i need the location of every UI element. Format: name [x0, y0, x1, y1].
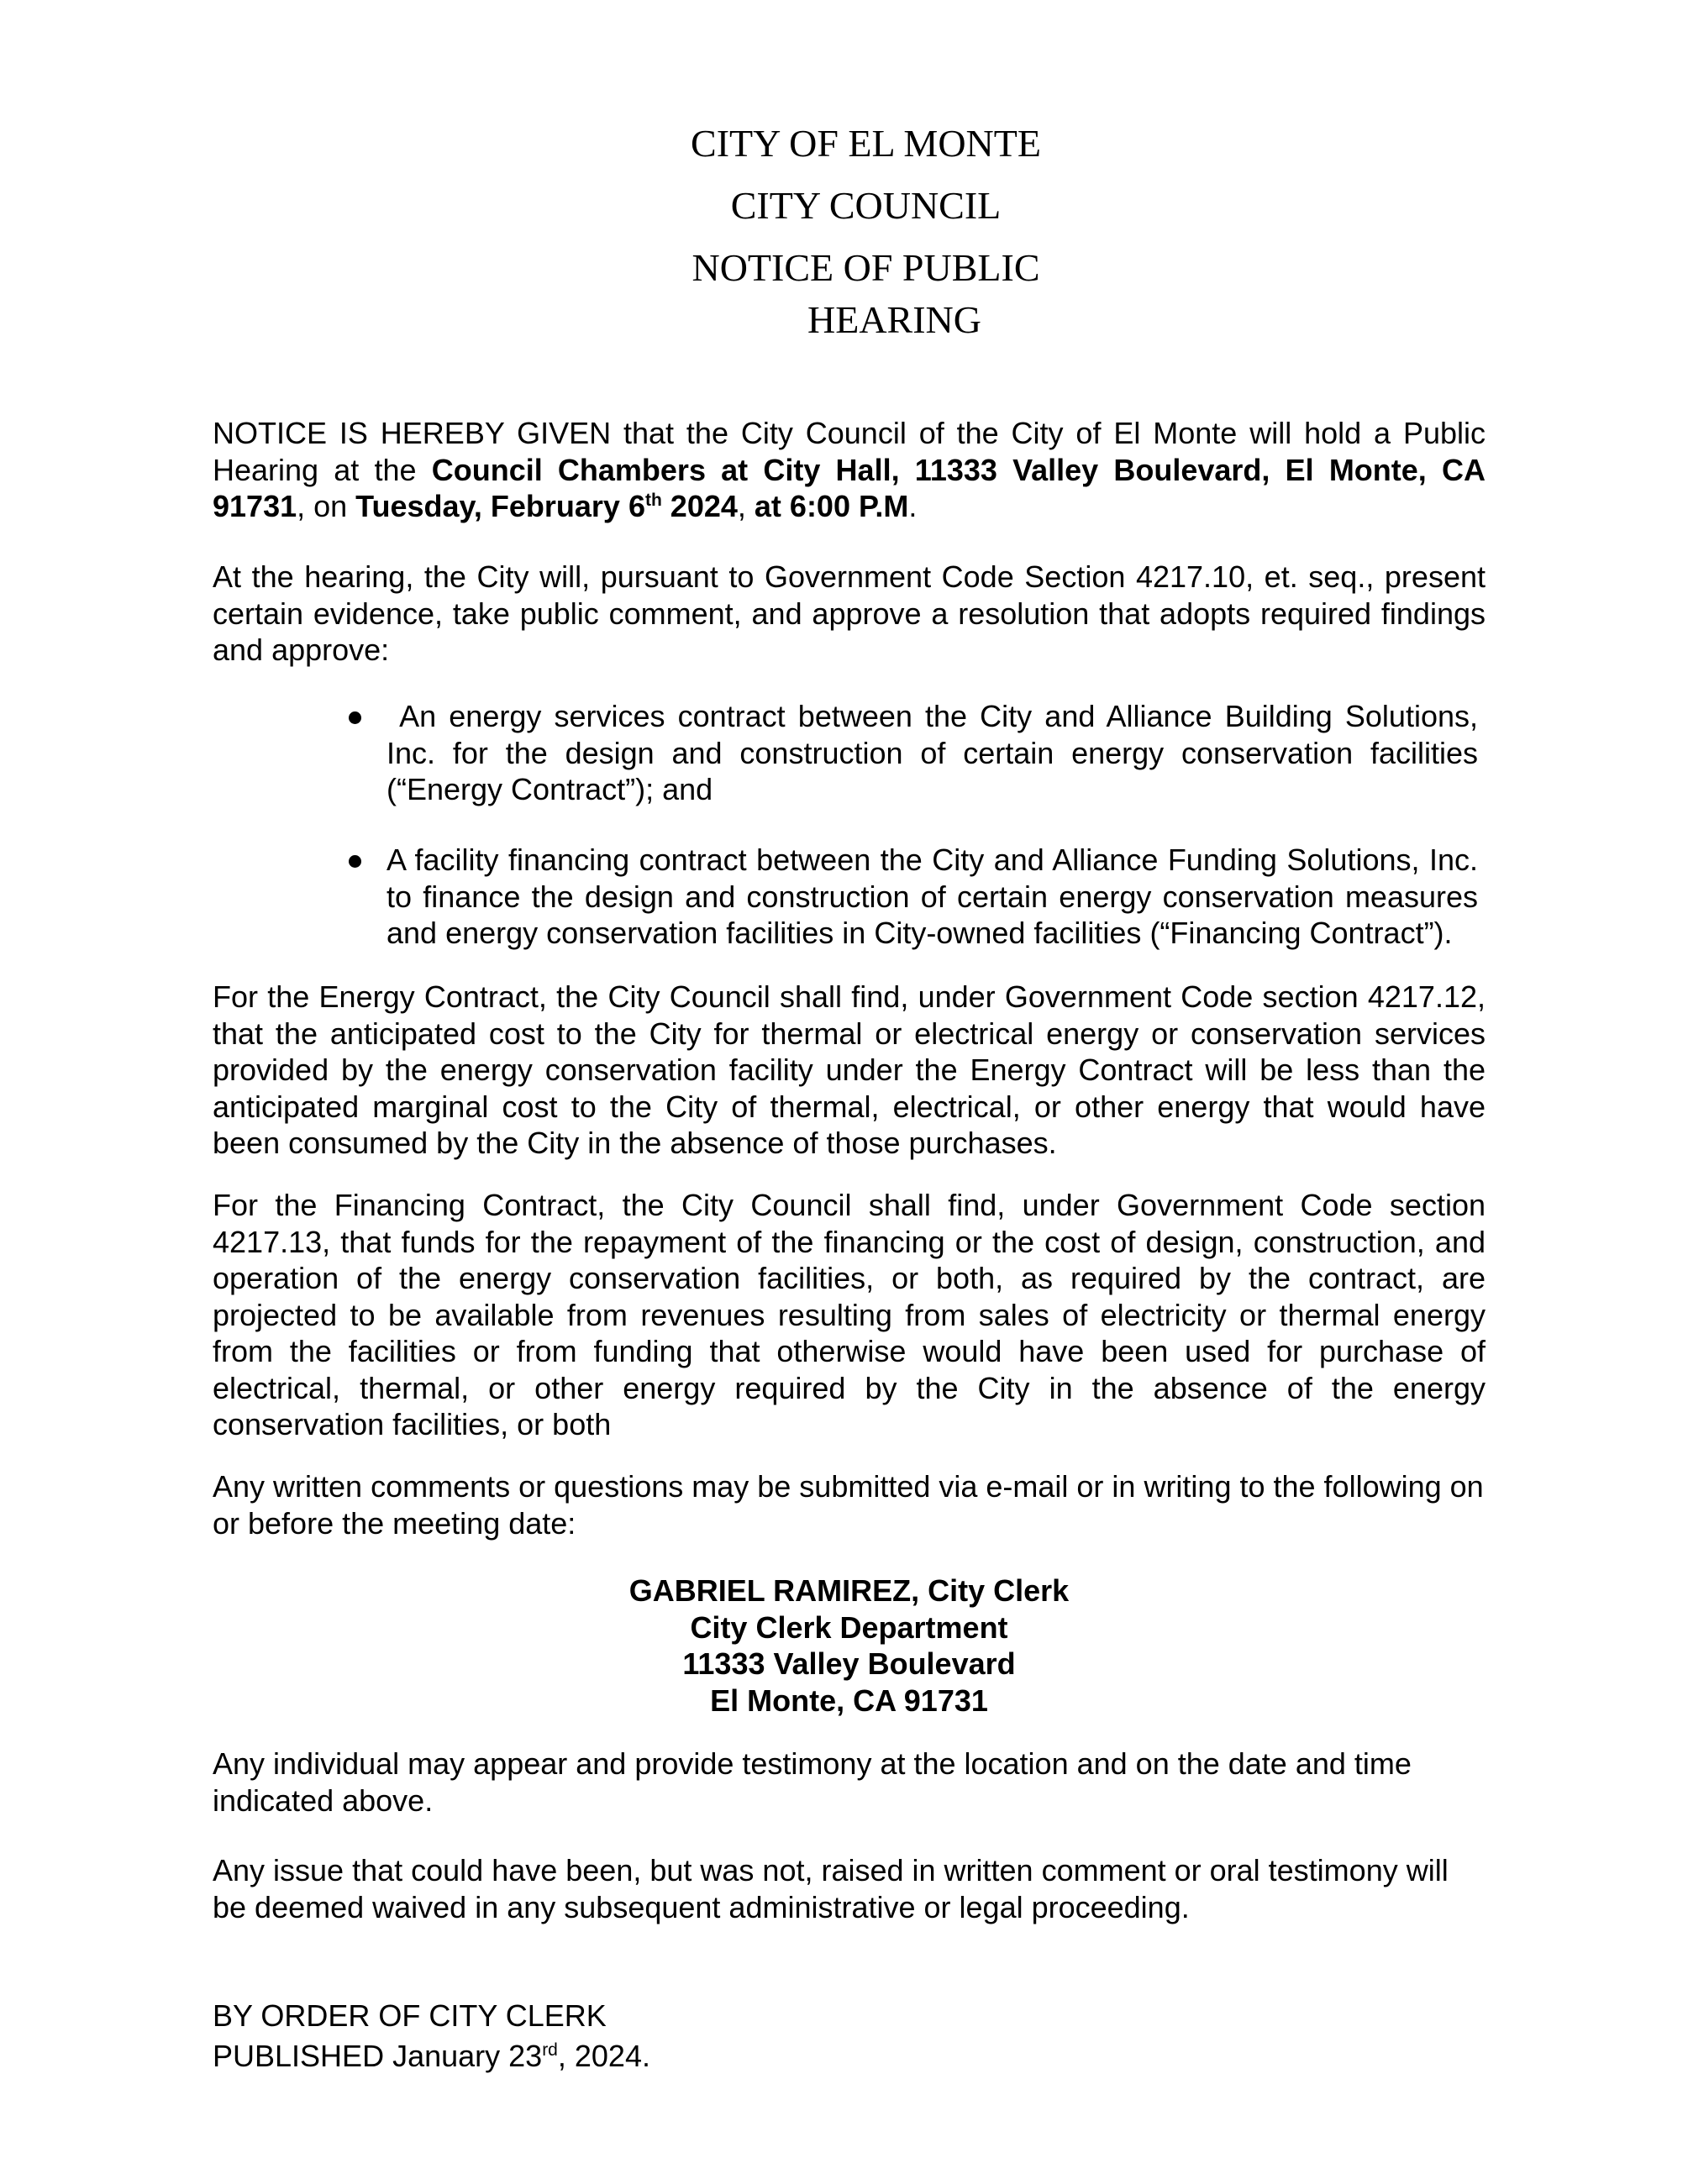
page-title-line-3: NOTICE OF PUBLIC: [692, 246, 1040, 289]
waiver-paragraph: Any issue that could have been, but was not, raised in written comment or oral testimony will be deemed waived in any subsequent administrative or legal proceeding.: [213, 1853, 1449, 1924]
hearing-purpose-paragraph: At the hearing, the City will, pursuant to Government Code Section 4217.10, et. seq., present certain evidence, take public comment, and approve a resolution that adopts required findings and approve:: [213, 559, 1486, 667]
financing-finding-paragraph: For the Financing Contract, the City Council shall find, under Government Code section 4217.13, that funds for the repayment of the financing or the cost of design, construction, and operation of the energy conservation facilities, or both, as required by the contract, are projected to be available from revenues resulting from sales of electricity or thermal energy from the facilities or from funding that otherwise would have been used for purchase of electrical, thermal, or other energy required by the City in the absence of the energy conservation facilities, or both: [213, 1188, 1486, 1441]
energy-finding-paragraph: For the Energy Contract, the City Council shall find, under Government Code section 4217.12, that the anticipated cost to the City for thermal or electrical energy or conservation services provided by the energy conservation facility under the Energy Contract will be less than the anticipated marginal cost to the City of thermal, electrical, or other energy that would have been consumed by the City in the absence of those purchases.: [213, 979, 1486, 1160]
bullet-item-energy-contract: [349, 698, 1478, 808]
bullet-icon: [349, 711, 361, 724]
page-title-line-2: CITY COUNCIL: [730, 184, 1002, 227]
testimony-paragraph: Any individual may appear and provide testimony at the location and on the date and time indicated above.: [213, 1746, 1412, 1818]
footer-by-order-line: BY ORDER OF CITY CLERK: [213, 1998, 607, 2033]
page-title-line-4: HEARING: [807, 298, 981, 341]
comments-paragraph: Any written comments or questions may be submitted via e-mail or in writing to the following on or before the meeting date:: [213, 1469, 1484, 1541]
notice-paragraph: NOTICE IS HEREBY GIVEN that the City Council of the City of El Monte will hold a Public Hearing at the Council Chambers at City Hall, 11333 Valley Boulevard, El Monte, CA 91731, on Tuesday, February 6th 2024, at 6:00 P.M.: [213, 416, 1486, 523]
bullet-item-financing-contract: [349, 842, 1478, 952]
contact-city-state-zip: El Monte, CA 91731: [710, 1683, 988, 1718]
page-title-line-1: CITY OF EL MONTE: [691, 122, 1041, 165]
bullet-text: An energy services contract between the City and Alliance Building Solutions, Inc. for the design and construction of certain energy conservation facilities (“Energy Contract”); and: [387, 699, 1478, 806]
bullet-icon: [349, 855, 361, 868]
bullet-text: A facility financing contract between the City and Alliance Funding Solutions, Inc. to finance the design and construction of certain energy conservation measures and energy conservation facilities in City-owned facilities (“Financing Contract”).: [387, 843, 1478, 950]
contact-block: [213, 1572, 1486, 1719]
footer-published-line: PUBLISHED January 23rd, 2024.: [213, 2039, 650, 2073]
contact-clerk-name: GABRIEL RAMIREZ, City Clerk: [628, 1573, 1070, 1608]
document-content: [0, 120, 1486, 2080]
contact-department: City Clerk Department: [690, 1609, 1008, 1645]
contact-street-address: 11333 Valley Boulevard: [682, 1646, 1016, 1681]
